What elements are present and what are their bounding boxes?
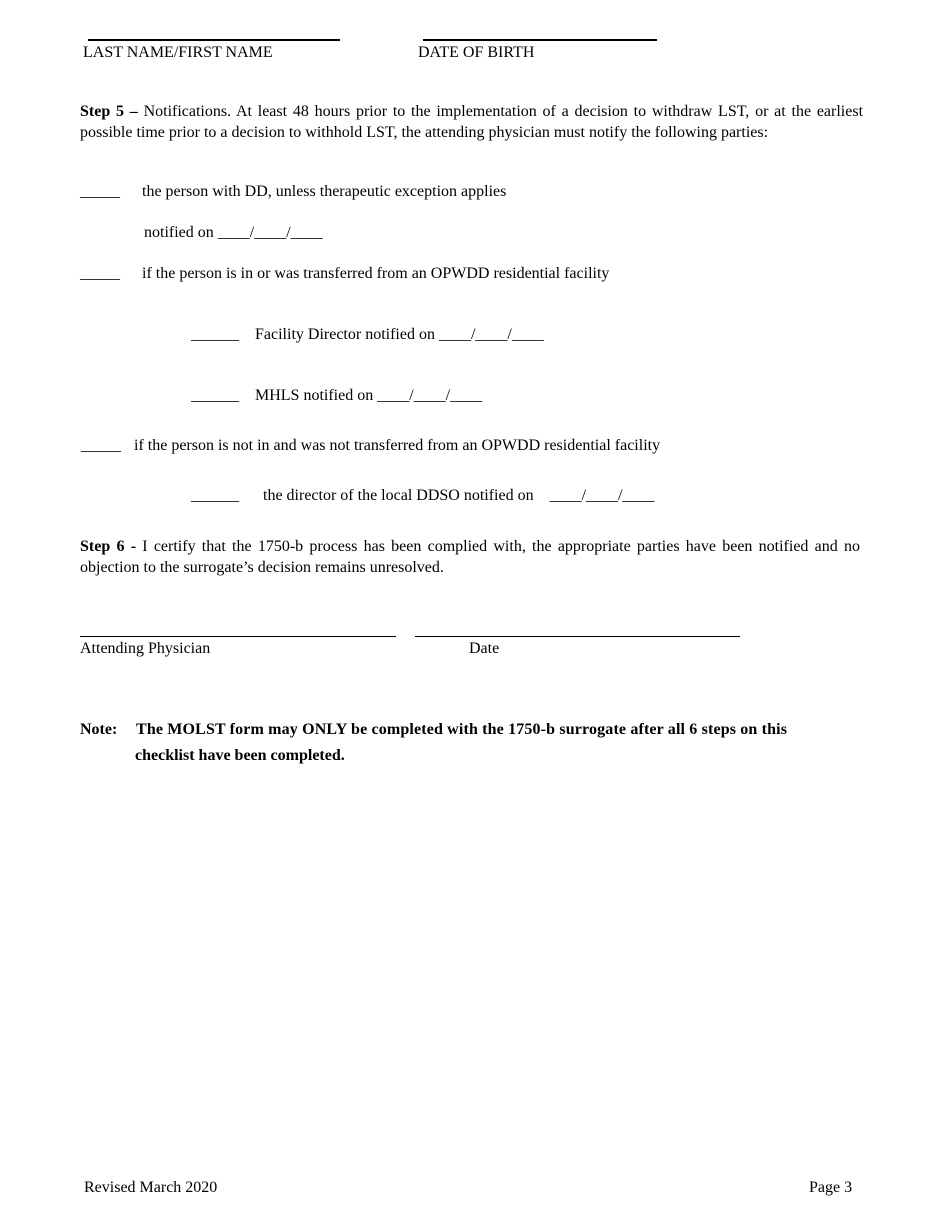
step6-heading: Step 6 - [80, 538, 137, 555]
date-signature-line[interactable] [415, 636, 740, 637]
step5-text: Notifications. At least 48 hours prior to the implementation of a decision to withdraw LST, or at the earliest possible time prior to a decision to withhold LST, the attending physician must notify the following parties: [80, 103, 864, 141]
attending-physician-label: Attending Physician [80, 640, 211, 657]
dob-label: DATE OF BIRTH [418, 44, 535, 61]
step5-heading: Step 5 – [80, 103, 138, 120]
ddso-director-notified[interactable]: ______ the director of the local DDSO notified on ____/____/____ [191, 487, 655, 504]
person-notified-date[interactable]: notified on ____/____/____ [144, 224, 323, 241]
name-signature-line [88, 39, 340, 41]
step6-paragraph [80, 536, 860, 578]
facility-director-notified[interactable]: ______ Facility Director notified on ____/____/____ [191, 326, 544, 343]
note-line-2: checklist have been completed. [135, 747, 345, 764]
name-label: LAST NAME/FIRST NAME [83, 44, 273, 61]
mhls-notified[interactable]: ______ MHLS notified on ____/____/____ [191, 387, 483, 404]
step6-text: I certify that the 1750-b process has been complied with, the appropriate parties have been notified and no objection to the surrogate’s decision remains unresolved. [80, 538, 861, 576]
step5-paragraph [80, 101, 863, 143]
note-line-1: The MOLST form may ONLY be completed with the 1750-b surrogate after all 6 steps on this [136, 721, 788, 738]
not-opwdd-text: if the person is not in and was not transferred from an OPWDD residential facility [134, 437, 661, 454]
not-opwdd-checkbox-blank[interactable]: _____ [81, 437, 121, 454]
note-label: Note: [80, 721, 118, 738]
person-checkbox-blank[interactable]: _____ [80, 183, 120, 200]
physician-signature-line[interactable] [80, 636, 396, 637]
revised-date: Revised March 2020 [84, 1179, 218, 1196]
date-label: Date [469, 640, 500, 657]
page-number: Page 3 [809, 1179, 853, 1196]
person-with-dd-text: the person with DD, unless therapeutic exception applies [142, 183, 507, 200]
opwdd-text: if the person is in or was transferred from an OPWDD residential facility [142, 265, 610, 282]
opwdd-checkbox-blank[interactable]: _____ [80, 265, 120, 282]
dob-signature-line [423, 39, 657, 41]
